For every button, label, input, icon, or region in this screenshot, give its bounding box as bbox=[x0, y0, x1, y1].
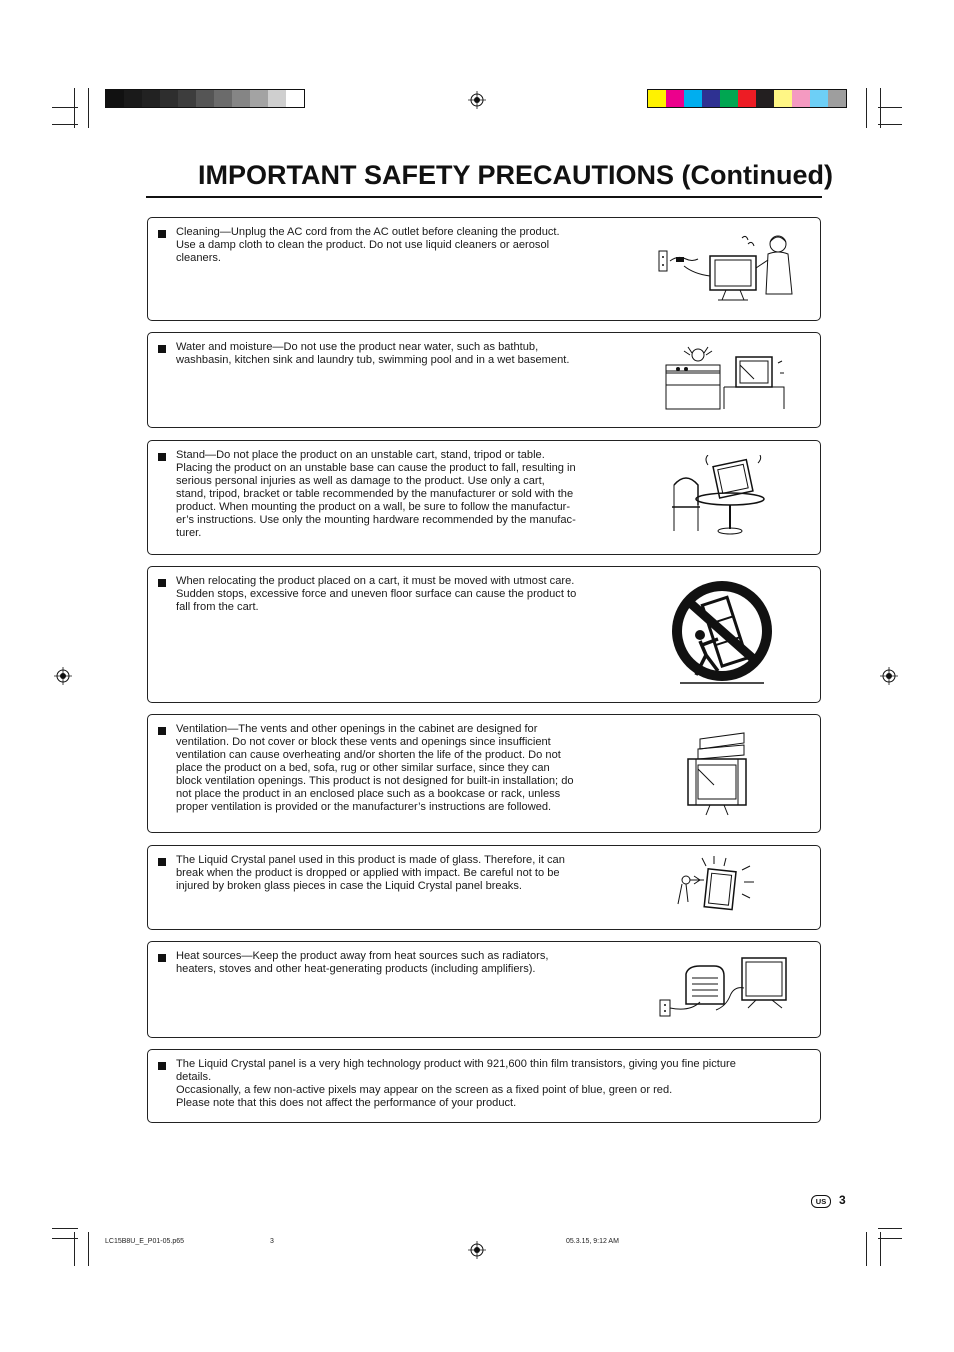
calibration-swatch bbox=[196, 90, 214, 107]
calibration-swatch bbox=[756, 90, 774, 107]
bullet-icon bbox=[158, 858, 166, 866]
crop-mark bbox=[74, 88, 75, 128]
section-water bbox=[147, 332, 821, 428]
calibration-swatch bbox=[214, 90, 232, 107]
calibration-swatch bbox=[828, 90, 846, 107]
calibration-swatch bbox=[124, 90, 142, 107]
section-stand bbox=[147, 440, 821, 555]
calibration-swatch bbox=[142, 90, 160, 107]
section-text: Ventilation—The vents and other openings in the cabinet are designed for ventilation. Do not cover or block these vents and openings since insufficient ventilation can cause overheating and/or shorten the life of the product. Do not place the product on a bed, sofa, rug or other similar surface, since they can block ventilation openings. This product is not designed for built-in installation; do not place the product in an enclosed place such as a bookcase or rack, unless proper ventilation is provided or the manufacturer’s instructions are followed. bbox=[176, 723, 574, 813]
footer-timestamp: 05.3.15, 9:12 AM bbox=[566, 1238, 619, 1245]
crop-mark bbox=[880, 88, 881, 128]
calibration-swatch bbox=[810, 90, 828, 107]
footer-sheet-number: 3 bbox=[270, 1238, 274, 1245]
crop-mark bbox=[878, 124, 902, 125]
crop-mark bbox=[878, 1238, 902, 1239]
page-number: 3 bbox=[839, 1193, 846, 1207]
bullet-icon bbox=[158, 579, 166, 587]
region-badge: US bbox=[811, 1195, 831, 1208]
crop-mark bbox=[88, 88, 89, 128]
calibration-swatch bbox=[702, 90, 720, 107]
crop-mark bbox=[878, 1228, 902, 1229]
crop-mark bbox=[52, 1228, 78, 1229]
bullet-icon bbox=[158, 345, 166, 353]
glass-panel-impact-illustration-icon bbox=[672, 856, 762, 920]
registration-target-icon bbox=[468, 91, 486, 109]
section-text: When relocating the product placed on a cart, it must be moved with utmost care. Sudden stops, excessive force and uneven floor surface can cause the product to fall from the cart. bbox=[176, 575, 577, 613]
bullet-icon bbox=[158, 230, 166, 238]
section-text: Stand—Do not place the product on an unstable cart, stand, tripod or table. Placing the product on an unstable base can cause the product to fall, resulting in serious personal injuries as well as damage to the product. Use only a cart, stand, tripod, bracket or table recommended by the manufacturer or sold with the product. When mounting the product on a wall, be sure to follow the manufactur- er’s instructions. Use only the mounting hardware recommended by the manufac- turer. bbox=[176, 449, 576, 539]
crop-mark bbox=[52, 124, 78, 125]
calibration-swatch bbox=[648, 90, 666, 107]
section-text: Water and moisture—Do not use the product near water, such as bathtub, washbasin, kitchen sink and laundry tub, swimming pool and in a wet basement. bbox=[176, 341, 570, 366]
section-cart bbox=[147, 566, 821, 703]
crop-mark bbox=[866, 1232, 867, 1266]
crop-mark bbox=[878, 107, 902, 108]
section-ventilation bbox=[147, 714, 821, 833]
section-text: Cleaning—Unplug the AC cord from the AC outlet before cleaning the product. Use a damp cloth to clean the product. Do not use liquid cleaners or aerosol cleaners. bbox=[176, 226, 560, 264]
title-underline bbox=[146, 196, 822, 198]
registration-target-icon bbox=[468, 1241, 486, 1259]
bullet-icon bbox=[158, 1062, 166, 1070]
calibration-swatch bbox=[684, 90, 702, 107]
section-heat bbox=[147, 941, 821, 1038]
calibration-swatch bbox=[286, 90, 304, 107]
grayscale-calibration-bar bbox=[105, 89, 305, 108]
bullet-icon bbox=[158, 954, 166, 962]
section-text: The Liquid Crystal panel is a very high technology product with 921,600 thin film transistors, giving you fine picture details. Occasionally, a few non-active pixels may appear on the screen as a fixed point of blue, green or red. Please note that this does not affect the performance of your product. bbox=[176, 1058, 736, 1109]
crop-mark bbox=[866, 88, 867, 128]
ventilation-blocked-illustration-icon bbox=[684, 725, 754, 821]
calibration-swatch bbox=[178, 90, 196, 107]
unstable-stand-illustration-icon bbox=[666, 455, 776, 539]
calibration-swatch bbox=[666, 90, 684, 107]
section-pixels bbox=[147, 1049, 821, 1123]
bullet-icon bbox=[158, 727, 166, 735]
calibration-swatch bbox=[774, 90, 792, 107]
section-text: The Liquid Crystal panel used in this product is made of glass. Therefore, it can break when the product is dropped or applied with impact. Be careful not to be injured by broken glass pieces in case the Liquid Crystal panel breaks. bbox=[176, 854, 565, 892]
cleaning-illustration-icon bbox=[656, 228, 796, 308]
section-text: Heat sources—Keep the product away from heat sources such as radiators, heaters, stoves and other heat-generating products (including amplifiers). bbox=[176, 950, 549, 975]
page-title: IMPORTANT SAFETY PRECAUTIONS (Continued) bbox=[198, 160, 833, 190]
crop-mark bbox=[88, 1232, 89, 1266]
bullet-icon bbox=[158, 453, 166, 461]
calibration-swatch bbox=[250, 90, 268, 107]
heat-source-illustration-icon bbox=[656, 954, 790, 1024]
section-glass bbox=[147, 845, 821, 930]
calibration-swatch bbox=[792, 90, 810, 107]
color-calibration-bar bbox=[647, 89, 847, 108]
calibration-swatch bbox=[268, 90, 286, 107]
registration-target-icon bbox=[54, 667, 72, 685]
calibration-swatch bbox=[720, 90, 738, 107]
footer-file-name: LC15B8U_E_P01-05.p65 bbox=[105, 1238, 185, 1245]
calibration-swatch bbox=[738, 90, 756, 107]
water-hazard-illustration-icon bbox=[660, 345, 790, 411]
calibration-swatch bbox=[160, 90, 178, 107]
cart-tip-warning-icon bbox=[668, 579, 776, 689]
crop-mark bbox=[52, 1238, 78, 1239]
section-cleaning bbox=[147, 217, 821, 321]
calibration-swatch bbox=[232, 90, 250, 107]
registration-target-icon bbox=[880, 667, 898, 685]
calibration-swatch bbox=[106, 90, 124, 107]
